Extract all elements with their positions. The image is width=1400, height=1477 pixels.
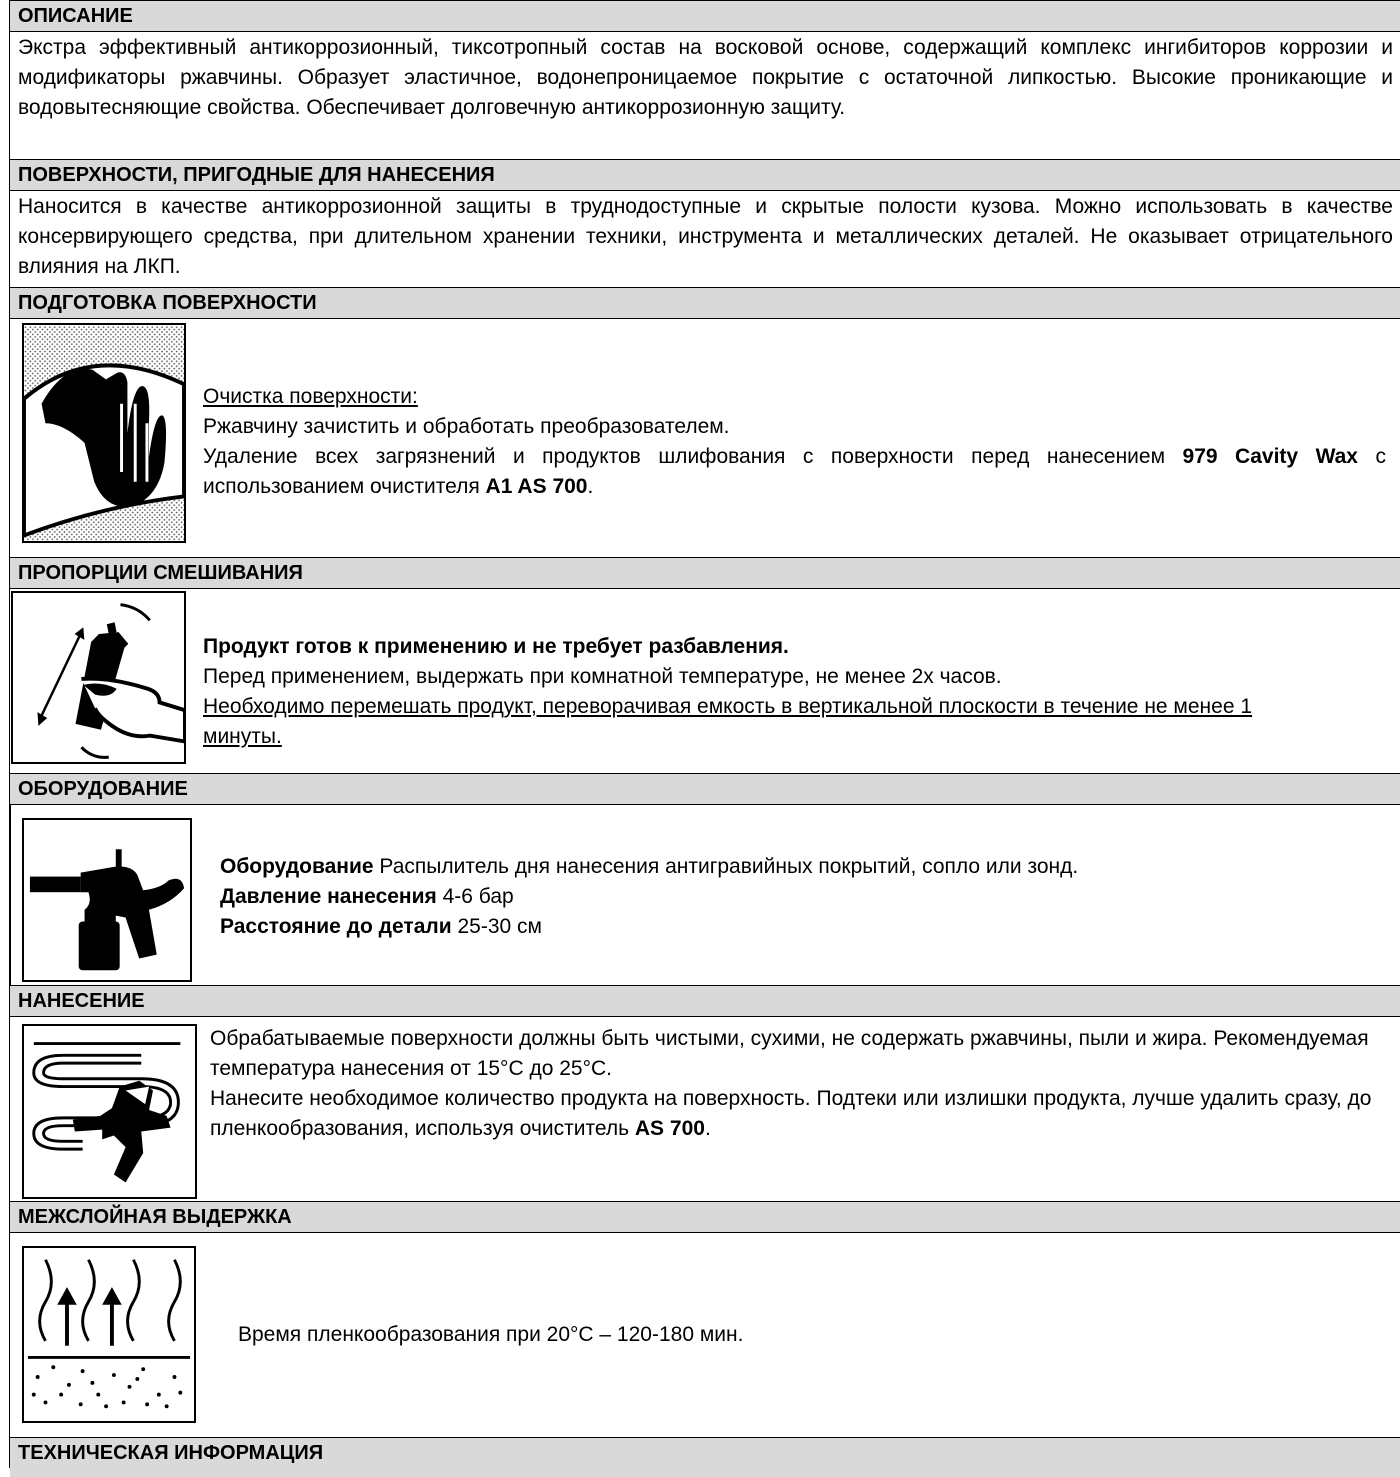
equipment-text: Оборудование Распылитель дня нанесения антигравийных покрытий, сопло или зонд. Давление нанесения 4-6 бар Расстояние до детали 25-30 см (220, 855, 1079, 938)
section-header-tech: ТЕХНИЧЕСКАЯ ИНФОРМАЦИЯ (10, 1437, 1400, 1477)
evaporation-icon (22, 1246, 196, 1423)
spray-application-icon (22, 1024, 197, 1199)
section-header-mixing: ПРОПОРЦИИ СМЕШИВАНИЯ (10, 557, 1400, 589)
section-header-equipment: ОБОРУДОВАНИЕ (10, 773, 1400, 805)
section-header-description: ОПИСАНИЕ (10, 0, 1400, 32)
preparation-text: Очистка поверхности: Ржавчину зачистить и обработать преобразователем. Удаление всех загрязнений и продуктов шлифования с поверхности перед нанесением 979 Cavity Wax с использованием очистителя A1 AS 700. (203, 385, 1386, 498)
spray-gun-icon (22, 818, 192, 982)
hand-wipe-icon (22, 323, 186, 543)
section-header-flash: МЕЖСЛОЙНАЯ ВЫДЕРЖКА (10, 1201, 1400, 1233)
surfaces-text: Наносится в качестве антикоррозионной защиты в труднодоступные и скрытые полости кузова. Можно использовать в качестве консервирующего средства, при длительном хранении техники, инструмента и металлических деталей. Не оказывает отрицательного влияния на ЛКП. (18, 195, 1393, 278)
datasheet (9, 0, 1400, 1468)
application-text: Обрабатываемые поверхности должны быть чистыми, сухими, не содержать ржавчины, пыли и жира. Рекомендуемая температура нанесения от 15°C до 25°C. Нанесите необходимое количество продукта на поверхность. Подтеки или излишки продукта, лучше удалить сразу, до пленкообразования, используя очиститель AS 700. (210, 1027, 1372, 1140)
section-header-preparation: ПОДГОТОВКА ПОВЕРХНОСТИ (10, 287, 1400, 319)
shake-can-icon (11, 591, 186, 764)
description-text: Экстра эффективный антикоррозионный, тиксотропный состав на восковой основе, содержащий комплекс ингибиторов коррозии и модификаторы ржавчины. Образует эластичное, водонепроницаемое покрытие с остаточной липкостью. Высокие проникающие и водовытесняющие свойства. Обеспечивает долговечную антикоррозионную защиту. (18, 36, 1393, 119)
section-header-application: НАНЕСЕНИЕ (10, 985, 1400, 1017)
section-header-surfaces: ПОВЕРХНОСТИ, ПРИГОДНЫЕ ДЛЯ НАНЕСЕНИЯ (10, 159, 1400, 191)
flash-text: Время пленкообразования при 20°C – 120-180 мин. (238, 1323, 744, 1346)
mixing-text: Продукт готов к применению и не требует разбавления. Перед применением, выдержать при комнатной температуре, не менее 2х часов. Необходимо перемешать продукт, переворачивая емкость в вертикальной плоскости в течение не менее 1 минуты. (203, 635, 1253, 748)
